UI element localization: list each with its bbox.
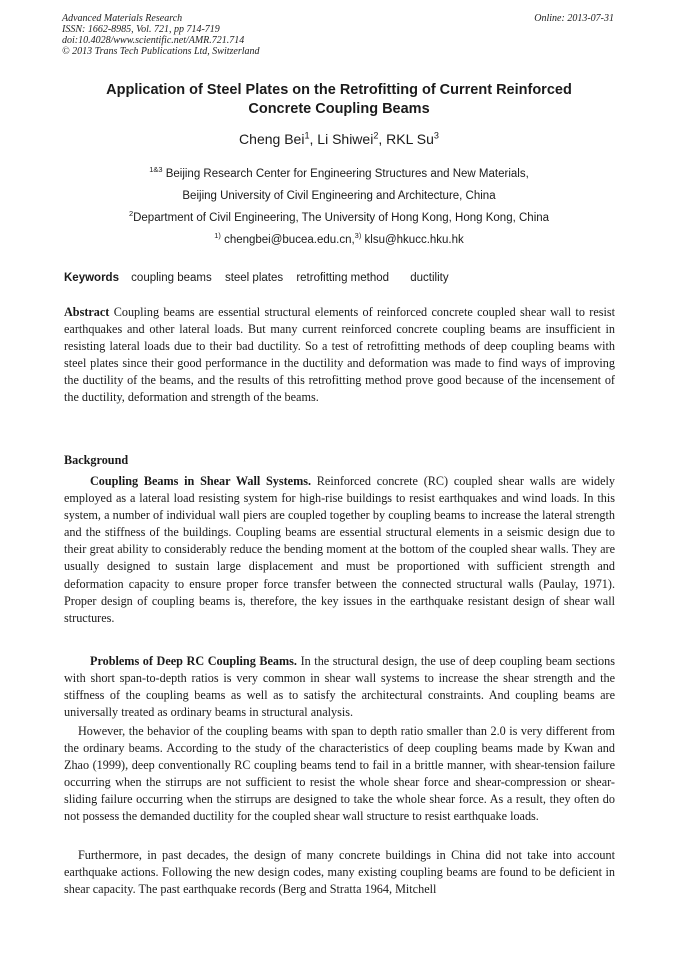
author-sup: 2 [373,130,379,141]
paragraph-text: In the structural design, the use of deep coupling beam sections with short span-to-depth ratios is very common in shear wall systems to increase the shear strength and the stiffness of the coupling beams as well as to satisfy the architectural constraints. And coupling beams are universally treated as ordinary beams in structural analysis. [64,654,615,720]
keyword: retrofitting method [296,272,390,284]
issn-line: ISSN: 1662-8985, Vol. 721, pp 714-719 [62,24,220,35]
paragraph-text: Reinforced concrete (RC) coupled shear walls are widely employed as a lateral load resisting system for high-rise buildings to resist earthquakes and wind loads. In this system, a number of individual wall piers are coupled together by coupling beams to increase the lateral strength and the stiffness of the buildings. Coupling beams are essential structural elements in a seismic design due to their great ability to considerably reduce the bending moment at the bottom of the coupled shear walls. They are usually designed to sustain large displacement and must be proportioned with sufficient strength and deformation capacity to ensure proper force transfer between the connected structural walls (Paulay, 1971). Proper design of coupling beams is, therefore, the key issues in the earthquake resistant design of shear wall structures. [64,474,615,625]
abstract-label: Abstract [64,305,110,319]
aff-text: Beijing Research Center for Engineering Structures and New Materials, [165,168,529,180]
body-paragraph-2 [64,653,615,721]
abstract-text: Coupling beams are essential structural elements of reinforced concrete coupled shear wall to resist earthquakes and other lateral loads. But many current reinforced concrete coupling beams are insufficient in resisting lateral loads due to their bad ductility. So a test of retrofitting methods of deep coupling beams with steel plates since their good performance in the ductility and deformation was made to find ways of improving the ductility of the beams, and the results of this retrofitting method prove good because of the incensement of the ductility, deformation and strength of the beams. [64,305,615,405]
affiliation-1-cont: Beijing University of Civil Engineering and Architecture, China [182,190,496,202]
title-line-1: Application of Steel Plates on the Retrofitting of Current Reinforced [106,82,572,98]
aff-sup: 2 [128,209,134,219]
keywords-label: Keywords [64,272,119,284]
author-name: Li Shiwei [317,131,374,147]
affiliation-1 [60,167,618,181]
email-sup: 3) [354,231,362,241]
keyword: coupling beams [131,272,212,284]
aff-sup: 1&3 [149,165,163,175]
affiliation-2 [60,211,618,225]
keyword: steel plates [224,272,284,284]
online-date: Online: 2013-07-31 [534,13,614,24]
keyword: ductility [410,272,449,284]
aff-text: Department of Civil Engineering, The University of Hong Kong, Hong Kong, China [133,212,550,224]
author-name: Cheng Bei [239,131,305,147]
doi-line: doi:10.4028/www.scientific.net/AMR.721.714 [62,35,245,46]
abstract-paragraph [64,304,615,407]
author-name: RKL Su [386,131,434,147]
section-heading-background: Background [64,453,129,467]
email-link[interactable]: klsu@hkucc.hku.hk [364,234,464,246]
paragraph-lead: Problems of Deep RC Coupling Beams. [90,654,297,668]
author-sup: 3 [433,130,439,141]
title-line-2: Concrete Coupling Beams [248,101,430,117]
journal-header [62,13,260,57]
body-paragraph-4: Furthermore, in past decades, the design of many concrete buildings in China did not take into account earthquake actions. Following the new design codes, many existing coupling beams are found to be deficient in shear capacity. The past earthquake records (Berg and Stratta 1964, Mitchell [64,848,615,897]
email-link[interactable]: chengbei@bucea.edu.cn, [224,234,355,246]
author-list: Cheng Bei$^1$, Li Shiwei$^2$, RKL Su$^3$ [239,130,439,147]
email-line [60,233,618,247]
body-paragraph-3: However, the behavior of the coupling beams with span to depth ratio smaller than 2.0 is very different from the ordinary beams. According to the study of the characteristics of deep coupling beams made by Kwan and Zhao (1999), deep conventionally RC coupling beams tend to fail in a brittle manner, with shear-tension failure occurring when the stirrups are not sufficient to resist the whole shear force and shear-compression or shear-sliding failure occurring when the stirrups are designed to take the whole shear force. As a result, they often do not possess the demanded ductility for the coupled shear wall structure to resist earthquake loads. [64,724,615,824]
body-paragraph-1 [64,473,615,627]
paragraph-lead: Coupling Beams in Shear Wall Systems. [90,474,312,488]
email-sup: 1) [214,231,221,241]
journal-name: Advanced Materials Research [62,13,183,24]
author-sup: 1 [304,130,310,141]
keywords-line [64,271,459,285]
paper-title [60,81,618,119]
copyright-line: © 2013 Trans Tech Publications Ltd, Switzerland [62,46,260,57]
